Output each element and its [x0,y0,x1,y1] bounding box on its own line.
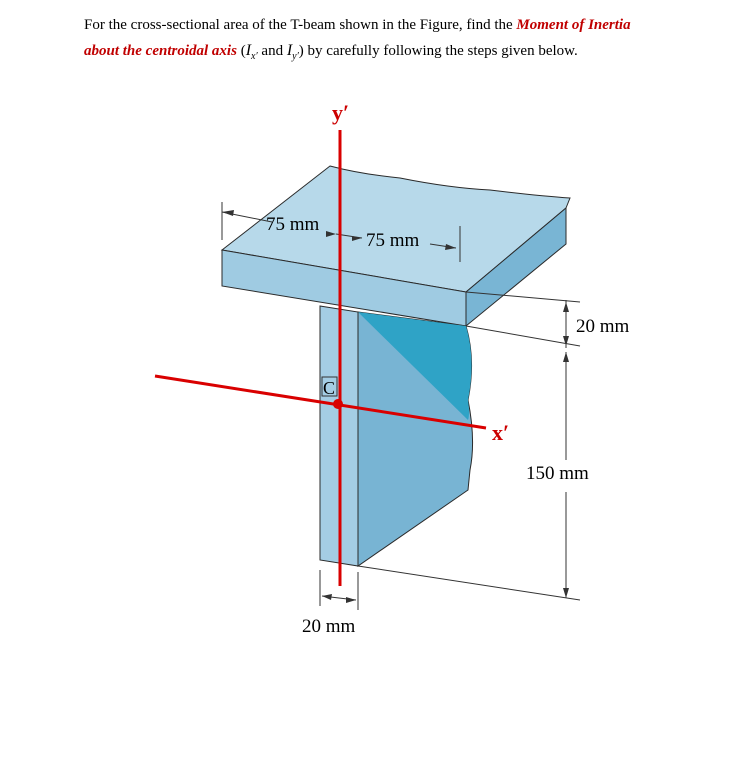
centroid-point [333,399,343,409]
centroidal-axis-emphasis: about the centroidal axis [84,43,237,59]
and-text: and [261,43,284,59]
dim-flange-right: 75 mm [366,230,420,251]
intro-text: For the cross-sectional area of the T-beam shown in the Figure, find the [84,17,513,33]
centroid-label: C [323,378,336,398]
ix-symbol: $I_{x'}$ [245,42,258,63]
dim-web-height: 150 mm [526,463,589,484]
open-paren: ( [240,43,246,59]
moi-emphasis: Moment of Inertia [516,17,631,33]
dim-web-thickness: 20 mm [302,616,356,637]
iy-symbol: $I_{y'}$ [286,42,299,63]
y-prime-label: y′ [332,100,350,125]
dim-flange-thickness: 20 mm [576,316,630,337]
closing-text: ) by carefully following the steps given below. [298,43,578,59]
dim-flange-left: 75 mm [266,214,320,235]
x-prime-label: x′ [492,420,510,445]
